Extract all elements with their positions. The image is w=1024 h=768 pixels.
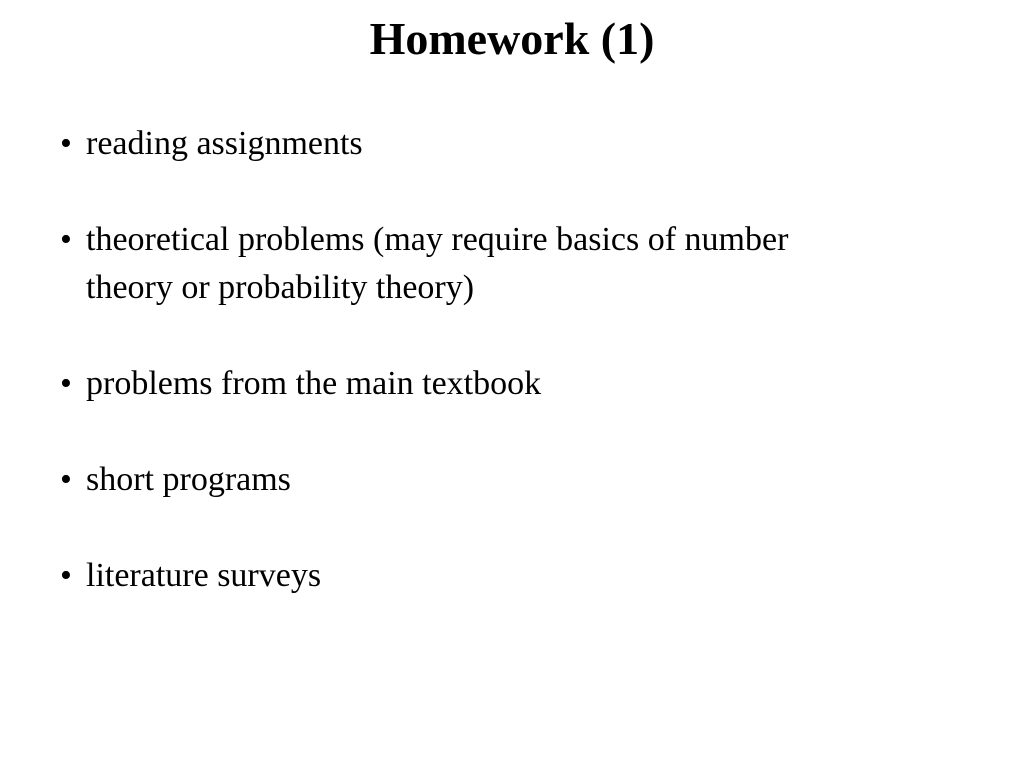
- bullet-icon: •: [60, 365, 72, 402]
- bullet-item-theoretical-problems: [60, 216, 826, 312]
- bullet-icon: •: [60, 557, 72, 594]
- bullet-text: problems from the main textbook: [86, 365, 542, 402]
- bullet-text: literature surveys: [86, 557, 322, 594]
- bullet-icon: •: [60, 221, 72, 258]
- bullet-icon: •: [60, 125, 72, 162]
- bullet-item-textbook-problems: [60, 360, 960, 408]
- bullet-item-reading-assignments: [60, 120, 960, 168]
- bullet-item-literature-surveys: [60, 552, 960, 600]
- bullet-text: short programs: [86, 461, 291, 498]
- bullet-text: theoretical problems (may require basics of number theory or probability theory): [86, 221, 789, 306]
- bullet-text: reading assignments: [86, 125, 363, 162]
- bullet-list: [60, 120, 960, 648]
- bullet-icon: •: [60, 461, 72, 498]
- slide-title: Homework (1): [369, 13, 655, 64]
- bullet-item-short-programs: [60, 456, 960, 504]
